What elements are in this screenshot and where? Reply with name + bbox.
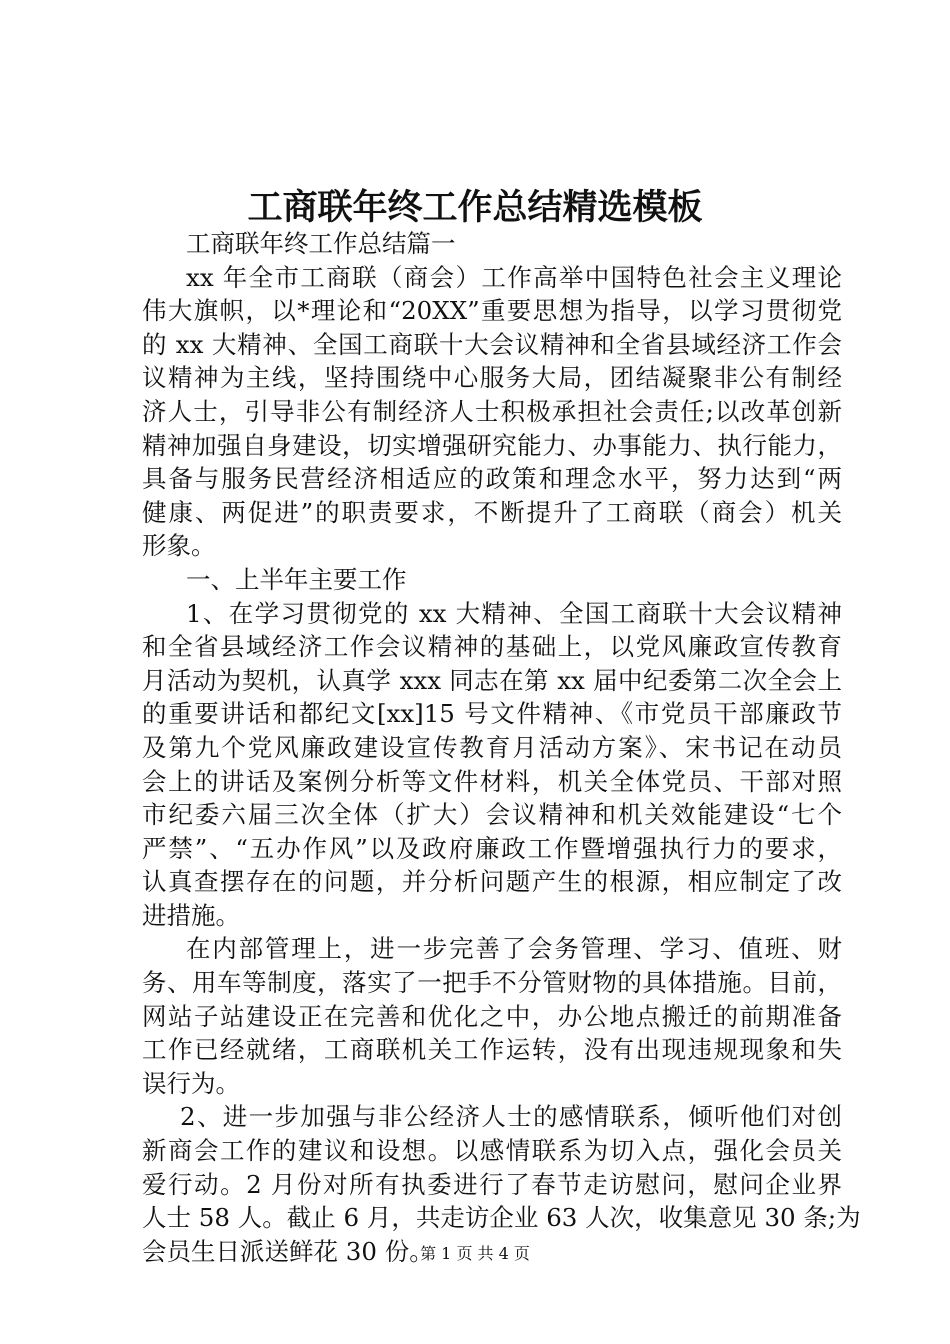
text-line: 新商会工作的建议和设想。以感情联系为切入点，强化会员关 (142, 1136, 842, 1166)
text-line: 和全省县域经济工作会议精神的基础上，以党风廉政宣传教育 (142, 632, 842, 662)
text-line: 工作已经就绪，工商联机关工作运转，没有出现违规现象和失 (142, 1035, 842, 1065)
text-line: 误行为。 (142, 1068, 240, 1098)
text-line: 认真查摆存在的问题，并分析问题产生的根源，相应制定了改 (142, 867, 842, 897)
text-line: 务、用车等制度，落实了一把手不分管财物的具体措施。目前， (142, 968, 842, 998)
text-line: 月活动为契机，认真学 xxx 同志在第 xx 届中纪委第二次全会上 (142, 665, 842, 695)
text-line: 工商联年终工作总结篇一 (186, 229, 456, 258)
text-line: 精神加强自身建设，切实增强研究能力、办事能力、执行能力， (142, 430, 842, 460)
text-line: 会员生日派送鲜花 30 份。 (142, 1236, 434, 1266)
text-line: 市纪委六届三次全体（扩大）会议精神和机关效能建设“七个 (142, 800, 842, 830)
text-line: 会上的讲话及案例分析等文件材料，机关全体党员、干部对照 (142, 766, 842, 796)
text-line: 的 xx 大精神、全国工商联十大会议精神和全省县域经济工作会 (142, 329, 842, 359)
text-line: 爱行动。2 月份对所有执委进行了春节走访慰问，慰问企业界 (142, 1169, 842, 1199)
text-line: 一、上半年主要工作 (186, 564, 407, 594)
text-line: 健康、两促进”的职责要求，不断提升了工商联（商会）机关 (142, 497, 842, 527)
text-line: 具备与服务民营经济相适应的政策和理念水平，努力达到“两 (142, 464, 842, 494)
text-line: 1、在学习贯彻党的 xx 大精神、全国工商联十大会议精神 (186, 598, 842, 628)
page-footer: 第 1 页 共 4 页 (420, 1244, 530, 1263)
text-line: 人士 58 人。截止 6 月，共走访企业 63 人次，收集意见 30 条;为 (142, 1203, 861, 1233)
text-line: 形象。 (142, 531, 216, 561)
document-body (142, 227, 861, 1268)
document-title: 工商联年终工作总结精选模板 (247, 187, 703, 228)
text-line: 济人士，引导非公有制经济人士积极承担社会责任;以改革创新 (142, 396, 842, 426)
text-line: 伟大旗帜，以*理论和“20XX”重要思想为指导，以学习贯彻党 (142, 296, 842, 326)
text-line: 严禁”、“五办作风”以及政府廉政工作暨增强执行力的要求， (142, 833, 842, 863)
text-line: 议精神为主线，坚持围绕中心服务大局，团结凝聚非公有制经 (142, 363, 842, 393)
text-line: 2、进一步加强与非公经济人士的感情联系，倾听他们对创 (180, 1102, 842, 1132)
text-line: xx 年全市工商联（商会）工作高举中国特色社会主义理论 (186, 262, 842, 292)
text-line: 进措施。 (142, 900, 240, 930)
text-line: 的重要讲话和都纪文[xx]15 号文件精神、《市党员干部廉政节 (142, 699, 842, 729)
text-line: 及第九个党风廉政建设宣传教育月活动方案》、宋书记在动员 (142, 732, 842, 762)
text-line: 网站子站建设正在完善和优化之中，办公地点搬迁的前期准备 (142, 1001, 842, 1031)
text-line: 在内部管理上，进一步完善了会务管理、学习、值班、财 (186, 934, 842, 964)
